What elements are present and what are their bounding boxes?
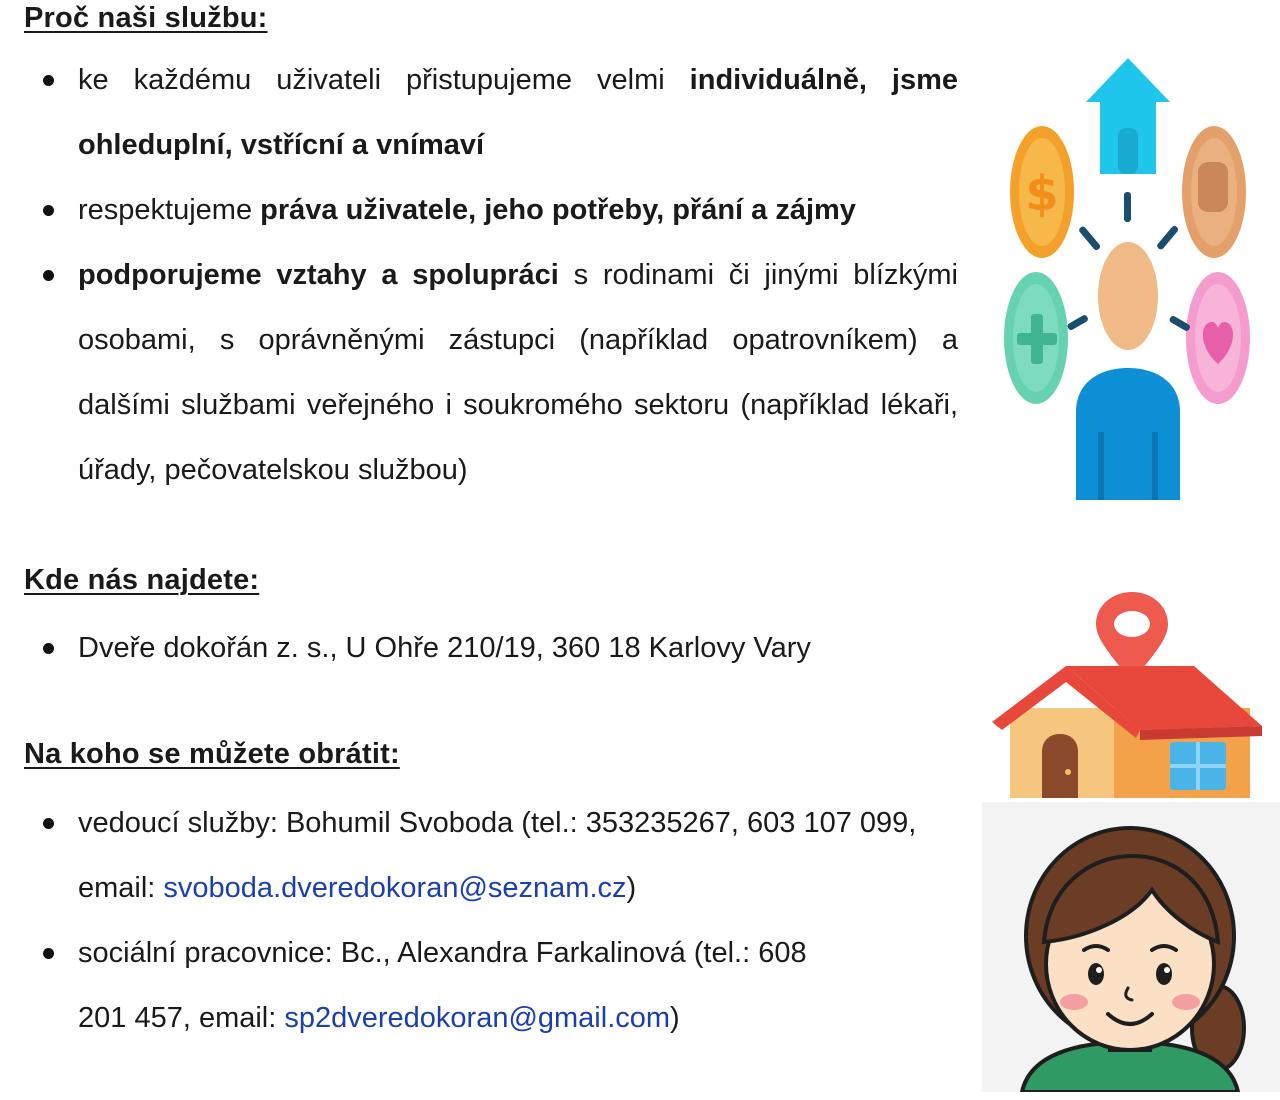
contacts-list — [0, 791, 945, 1051]
bullet — [43, 948, 54, 959]
why-list — [0, 48, 958, 503]
social-worker-avatar-icon — [982, 802, 1280, 1092]
list-item — [0, 791, 945, 921]
list-item-text: respektujeme práva uživatele, jeho potřeby, přání a zájmy — [78, 194, 856, 226]
list-item — [0, 616, 958, 681]
heading-contacts: Na koho se můžete obrátit: — [24, 738, 400, 770]
list-item — [0, 178, 958, 243]
house-location-icon — [990, 590, 1266, 800]
list-item-text: sociální pracovnice: Bc., Alexandra Farkalinová (tel.: 608 201 457, email: sp2dveredokoran@gmail.com) — [78, 937, 807, 1034]
bullet — [43, 205, 54, 216]
address-text: Dveře dokořán z. s., U Ohře 210/19, 360 18 Karlovy Vary — [78, 632, 811, 664]
list-item-text: podporujeme vztahy a spolupráci s rodinami či jinými blízkými osobami, s oprávněnými zástupci (například opatrovníkem) a dalšími službami veřejného i soukromého sektoru (například lékaři, úřady, pečovatelskou službou) — [78, 259, 958, 486]
bullet — [43, 75, 54, 86]
svg-text:$: $ — [1025, 166, 1059, 222]
where-list — [0, 616, 958, 681]
bullet — [43, 818, 54, 829]
heading-why-our-service: Proč naši službu: — [24, 2, 268, 34]
list-item-text: vedoucí služby: Bohumil Svoboda (tel.: 353235267, 603 107 099, email: svoboda.dveredokoran@seznam.cz) — [78, 807, 917, 904]
list-item — [0, 243, 958, 503]
bullet — [43, 270, 54, 281]
list-item-text: ke každému uživateli přistupujeme velmi individuálně, jsme ohleduplní, vstřícní a vnímaví — [78, 64, 958, 161]
heading-where-to-find-us: Kde nás najdete: — [24, 564, 260, 596]
person-needs-icon — [1000, 52, 1260, 502]
bullet — [43, 643, 54, 654]
email-link[interactable]: sp2dveredokoran@gmail.com — [284, 1002, 671, 1034]
list-item — [0, 921, 945, 1051]
email-link[interactable]: svoboda.dveredokoran@seznam.cz — [163, 872, 627, 904]
list-item — [0, 48, 958, 178]
